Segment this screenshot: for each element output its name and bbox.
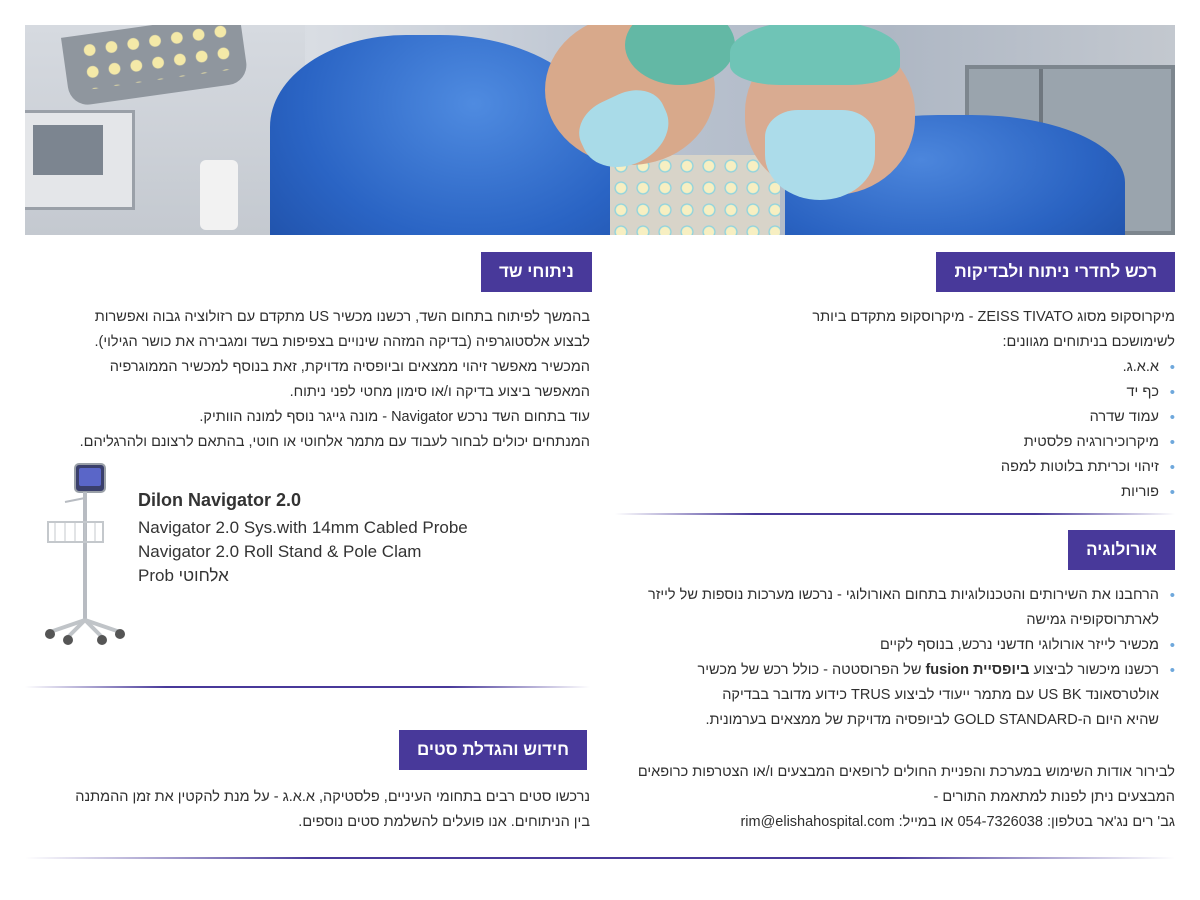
- microscope-line: מיקרוסקופ מסוג ZEISS TIVATO - מיקרוסקופ מתקדם ביותר: [812, 309, 1175, 325]
- breast-p3: עוד בתחום השד נרכש Navigator - מונה גייגר נוסף למונה הוותיק.: [199, 409, 590, 425]
- ot-procurement-heading: [936, 252, 1175, 292]
- urology-item3-line3: שהיא היום ה-GOLD STANDARD לביופסיה מדויקת של ממצאים בערמונית.: [705, 712, 1159, 728]
- urology-item3-pre: רכשנו מיכשור לביצוע: [1029, 662, 1159, 678]
- surgeons-banner-photo: [25, 25, 1175, 235]
- breast-p1-line2: לבצוע אלסטוגרפיה (בדיקה המזהה שינויים בצפיפות בשד ומגבירה את כושר הגילוי).: [94, 334, 590, 350]
- procedure-list: [615, 355, 1175, 505]
- urology-list: [615, 583, 1175, 733]
- contact-line2: המבצעים ניתן לפנות למתאמת התורים -: [933, 789, 1175, 805]
- breast-surgery-section: [25, 305, 590, 455]
- breast-surgery-heading-text: ניתוחי שד: [499, 262, 574, 281]
- list-item: • מכשיר לייזר אורולוגי חדשני נרכש, בנוסף לקיים: [615, 633, 1175, 658]
- list-item: • כף יד: [615, 380, 1175, 405]
- paper-roll: [200, 160, 238, 230]
- monitor-equipment: [25, 110, 135, 210]
- sets-renewal-heading-text: חידוש והגדלת סטים: [417, 740, 570, 759]
- contact-section: [615, 760, 1175, 835]
- sets-line2: בין הניתוחים. אנו פועלים להשלמת סטים נוספים.: [298, 814, 590, 830]
- sets-renewal-section: [25, 785, 590, 835]
- navigator-stand-image: [40, 462, 130, 647]
- contact-line3: גב' רים נג'אר בטלפון: 054-7326038 או במייל: rim@elishahospital.com: [740, 814, 1175, 830]
- ot-procurement-heading-text: רכש לחדרי ניתוח ולבדיקות: [954, 262, 1157, 281]
- microscope-usage-line: לשימושכם בניתוחים מגוונים:: [1002, 334, 1175, 350]
- breast-p2-line2: המאפשר ביצוע בדיקה ו/או סימון מחטי לפני ניתוח.: [289, 384, 590, 400]
- led-light-panel: [610, 155, 780, 235]
- urology-item3-line2: אולטרסאונד US BK עם מתמר ייעודי לביצוע TRUS כידוע מדובר בבדיקה: [722, 687, 1159, 703]
- urology-item1-line1: הרחבנו את השירותים והטכנולוגיות בתחום האורולוגי - נרכשו מערכות נוספות של לייזר: [647, 587, 1159, 603]
- breast-p2-line1: המכשיר מאפשר זיהוי ממצאים וביופסיה מדויקת, זאת בנוסף למכשיר הממוגרפיה: [109, 359, 590, 375]
- urology-heading-text: אורולוגיה: [1086, 540, 1157, 559]
- product-name: Dilon Navigator 2.0: [138, 490, 302, 510]
- product-line1: Navigator 2.0 Sys.with 14mm Cabled Probe: [138, 518, 468, 537]
- section-divider: [615, 513, 1175, 515]
- ot-procurement-section: [615, 305, 1175, 505]
- footer-divider: [25, 857, 1175, 859]
- list-item: • זיהוי וכריתת בלוטות למפה: [615, 455, 1175, 480]
- sets-line1: נרכשו סטים רבים בתחומי העיניים, פלסטיקה, א.א.ג - על מנת להקטין את זמן ההמתנה: [75, 789, 590, 805]
- breast-p1-line1: בהמשך לפיתוח בתחום השד, רכשנו מכשיר US מתקדם עם רזולוציה גבוה ואפשרות: [94, 309, 590, 325]
- product-info: [138, 488, 518, 588]
- list-item: • פוריות: [615, 480, 1175, 505]
- list-item: [615, 583, 1175, 633]
- urology-item3-bold: ביופסיית fusion: [925, 662, 1030, 678]
- list-item: • מיקרוכירורגיה פלסטית: [615, 430, 1175, 455]
- product-line3: Prob אלחוטי: [138, 566, 229, 585]
- list-item: • עמוד שדרה: [615, 405, 1175, 430]
- section-divider: [25, 686, 590, 688]
- breast-surgery-heading: [481, 252, 592, 292]
- surgeon-right-mask: [765, 110, 875, 200]
- product-line2: Navigator 2.0 Roll Stand & Pole Clam: [138, 542, 422, 561]
- list-item: • א.א.ג.: [615, 355, 1175, 380]
- breast-p4: המנתחים יכולים לבחור לעבוד עם מתמר אלחוטי או חוטי, בהתאם לרצונם ולהרגליהם.: [79, 434, 590, 450]
- sets-renewal-heading: [399, 730, 587, 770]
- list-item: [615, 658, 1175, 733]
- contact-line1: לבירור אודות השימוש במערכת והפניית החולים לרופאים המבצעים ו/או הצטרפות כרופאים: [637, 764, 1175, 780]
- urology-item1-line2: לארתרוסקופיה גמישה: [1026, 612, 1159, 628]
- urology-heading: [1068, 530, 1175, 570]
- surgeon-right-cap: [730, 25, 900, 85]
- urology-section: [615, 583, 1175, 733]
- urology-item3-post: של הפרוסטטה - כולל רכש של מכשיר: [697, 662, 926, 678]
